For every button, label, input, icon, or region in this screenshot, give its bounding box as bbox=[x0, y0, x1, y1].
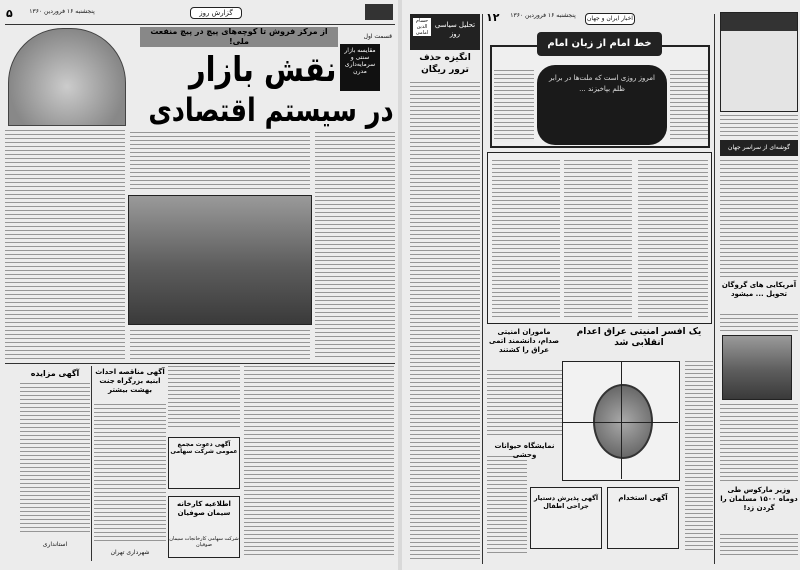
ad-signature: شهرداری تهران bbox=[110, 549, 150, 556]
ad-title: آگهی دعوت مجمع عمومی شرکت سهامی bbox=[170, 441, 238, 455]
article-column bbox=[410, 82, 480, 560]
article-column bbox=[494, 70, 534, 142]
article-column bbox=[564, 160, 632, 320]
news-list bbox=[720, 160, 798, 278]
marcos-headline: وزیر مارکوس طی دوماه ۱۵۰۰ مسلمان را گردن زد! bbox=[720, 486, 798, 512]
analysis-label: تحلیل سیاسی روز bbox=[434, 21, 476, 38]
exhibit-headline: نمایشگاه حیوانات وحشی bbox=[494, 442, 555, 459]
bazaar-photo bbox=[128, 195, 312, 325]
left-page bbox=[0, 0, 398, 570]
headline-line2: در سیستم اقتصادی bbox=[148, 91, 394, 129]
world-corner: گوشه‌ای از سراسر جهان bbox=[720, 140, 798, 156]
ad-title: آگهی استخدام bbox=[618, 494, 668, 502]
page-number: ۵ bbox=[6, 7, 13, 20]
iraq-headline: یک افسر امنیتی عراق اعدام انقلابی شد bbox=[576, 327, 702, 348]
date: پنجشنبه ۱۶ فروردین ۱۳۶۰ bbox=[510, 12, 576, 19]
page-number: ۱۲ bbox=[486, 11, 500, 24]
article-column bbox=[720, 314, 798, 332]
article-column bbox=[5, 130, 125, 360]
target-illustration bbox=[562, 361, 680, 481]
saddam-headline: ماموران امنیتی صدام، دانشمند اتمی عراق را کشتند bbox=[488, 328, 559, 354]
ad-signature: استانداری bbox=[42, 541, 68, 548]
article-column bbox=[168, 366, 240, 430]
ad-title: آگهی مزایده bbox=[30, 369, 80, 378]
article-column bbox=[720, 115, 798, 137]
ad-text bbox=[20, 383, 90, 535]
headline-line1: نقش بازار bbox=[188, 50, 336, 90]
ad-box bbox=[168, 496, 240, 558]
article-column bbox=[670, 70, 708, 142]
article-column bbox=[315, 132, 395, 360]
article-column bbox=[720, 404, 798, 482]
sidebar-box: مقایسه بازار سنتی و سرمایه‌داری مدرن bbox=[340, 44, 380, 91]
section-label: گزارش روز bbox=[190, 7, 242, 19]
kicker: از مرکز فروش تا کوچه‌های پیچ در پیچ منفعت ملی! bbox=[140, 27, 338, 47]
news-photo bbox=[722, 335, 792, 400]
article-column bbox=[487, 456, 527, 556]
masthead bbox=[720, 12, 798, 112]
analysis-box bbox=[410, 14, 480, 50]
ad-title: آگهی مناقصه احداث ابنیه بزرگراه جنت بهشت بیشتر bbox=[95, 368, 165, 394]
installment: قسمت اول bbox=[363, 33, 392, 40]
us-headline: آمریکایی های گروگان تحویل ... میشود bbox=[721, 281, 797, 298]
article-column bbox=[130, 330, 310, 360]
article-column bbox=[685, 361, 713, 553]
imam-box-title: خط امام از زبان امام bbox=[537, 32, 662, 56]
ad-title: اطلاعیه کارخانه سیمان صوفیان bbox=[177, 500, 231, 517]
ad-signature: شرکت سهامی کارخانجات سیمان صوفیان bbox=[169, 536, 239, 548]
ad-box bbox=[607, 487, 679, 549]
arch-illustration bbox=[8, 28, 126, 126]
article-column bbox=[492, 160, 560, 320]
newspaper-logo bbox=[365, 4, 393, 20]
article-column bbox=[720, 534, 798, 558]
article-column bbox=[244, 366, 394, 556]
right-page bbox=[402, 0, 800, 570]
ad-box bbox=[530, 487, 602, 549]
imam-quote: امروز روزی است که ملت‌ها در برابر ظلم بپاخیزند ... bbox=[537, 65, 667, 145]
date: پنجشنبه ۱۶ فروردین ۱۳۶۰ bbox=[29, 8, 95, 15]
article-column bbox=[487, 370, 562, 438]
article-column bbox=[638, 160, 708, 320]
analysis-tag: حسام الدین امامی bbox=[413, 18, 431, 36]
section-label: اخبار ایران و جهان bbox=[585, 13, 635, 25]
ad-text bbox=[94, 404, 166, 544]
ad-box bbox=[168, 437, 240, 489]
ad-title: آگهی پذیرش دستیار جراحی اطفال bbox=[533, 494, 599, 510]
analysis-headline: انگیزه حذف ترور ریگان bbox=[419, 53, 471, 75]
article-column bbox=[130, 132, 310, 192]
